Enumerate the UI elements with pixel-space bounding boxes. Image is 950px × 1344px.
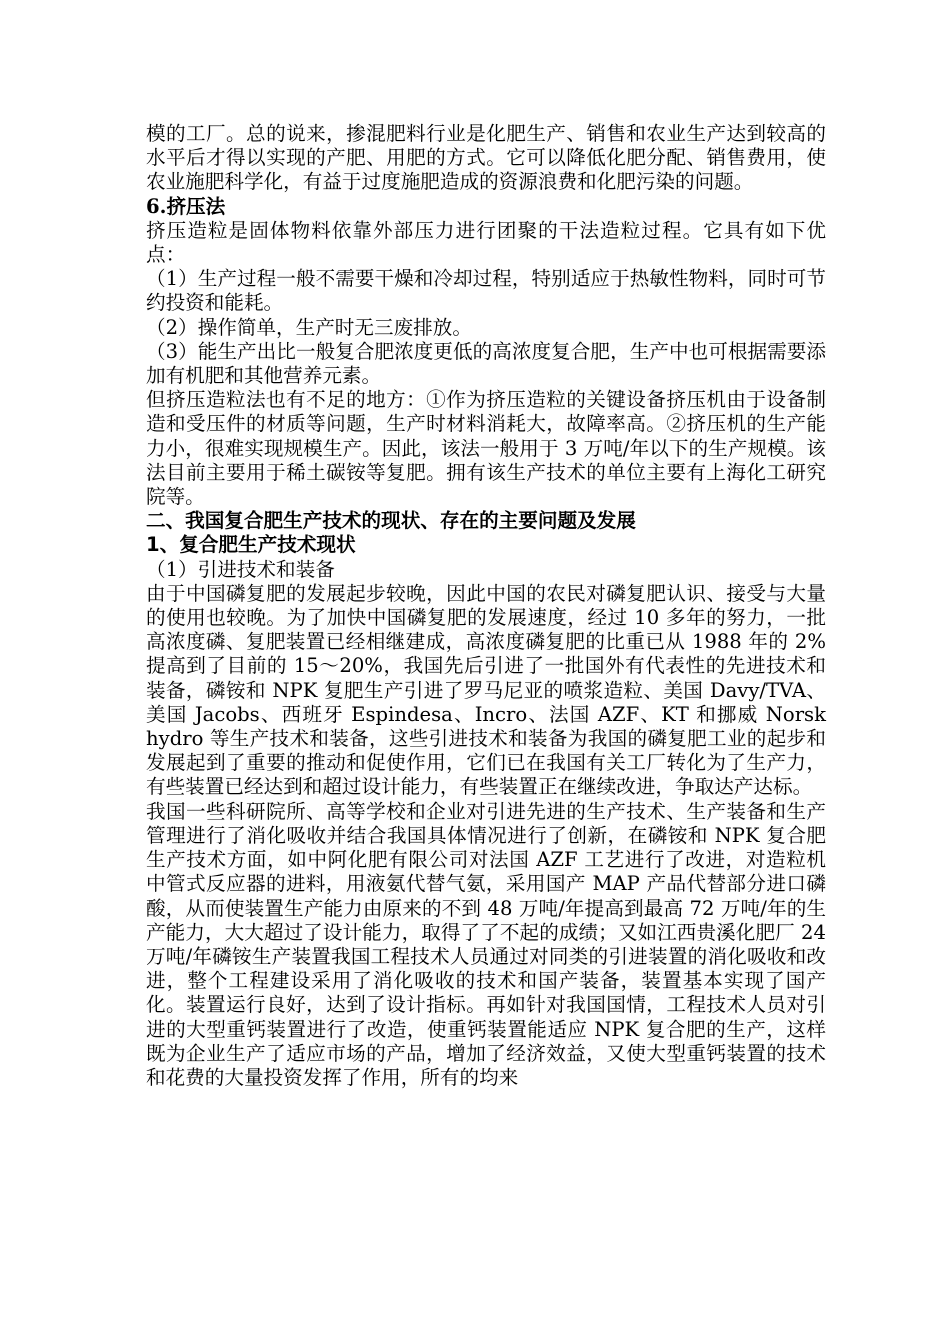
paragraph-advantage-3: （3）能生产出比一般复合肥浓度更低的高浓度复合肥，生产中也可根据需要添加有机肥和其他营养元素。 [146,339,826,388]
paragraph-extrusion-intro: 挤压造粒是固体物料依靠外部压力进行团聚的干法造粒过程。它具有如下优点： [146,218,826,267]
paragraph-advantage-1: （1）生产过程一般不需要干燥和冷却过程，特别适应于热敏性物料，同时可节约投资和能耗。 [146,267,826,315]
paragraph-advantage-2: （2）操作简单，生产时无三废排放。 [146,315,472,339]
paragraph-domestic-innovation: 我国一些科研院所、高等学校和企业对引进先进的生产技术、生产装备和生产管理进行了消化吸收并结合我国具体情况进行了创新，在磷铵和 NPK 复合肥生产技术方面，如中阿化肥有限公司对法国 AZF 工艺进行了改进，对造粒机中管式反应器的进料，用液氨代替气氨，采用国产 MAP 产品代替部分进口磷酸，从而使装置生产能力由原来的不到 48 万吨/年提高到最高 72 万吨/年的生产能力，大大超过了设计能力，取得了了不起的成绩；又如江西贵溪化肥厂 24 万吨/年磷铵生产装置我国工程技术人员通过对同类的引进装置的消化吸收和改进，整个工程建设采用了消化吸收的技术和国产装备，装置基本实现了国产化。装置运行良好，达到了设计指标。再如针对我国国情，工程技术人员对引进的大型重钙装置进行了改造，使重钙装置能适应 NPK 复合肥的生产，这样既为企业生产了适应市场的产品，增加了经济效益，又使大型重钙装置的技术和花费的大量投资发挥了作用，所有的均来 [146,799,826,1089]
paragraph-extrusion-drawbacks: 但挤压造粒法也有不足的地方：①作为挤压造粒的关键设备挤压机由于设备制造和受压件的材质等问题，生产时材料消耗大，故障率高。②挤压机的生产能力小，很难实现规模生产。因此，该法一般用于 3 万吨/年以下的生产规模。该法目前主要用于稀土碳铵等复肥。拥有该生产技术的单位主要有上海化工研究院等。 [146,388,826,509]
heading-extrusion-method: 6.挤压法 [146,194,226,218]
paragraph-blending-summary: 模的工厂。总的说来，掺混肥料行业是化肥生产、销售和农业生产达到较高的水平后才得以实现的产肥、用肥的方式。它可以降低化肥分配、销售费用，使农业施肥科学化，有益于过度施肥造成的资源浪费和化肥污染的问题。 [146,122,826,194]
document-page [146,122,826,1090]
heading-tech-status: 1、复合肥生产技术现状 [146,533,356,557]
heading-section-2: 二、我国复合肥生产技术的现状、存在的主要问题及发展 [146,509,636,533]
paragraph-imported-tech: 由于中国磷复肥的发展起步较晚，因此中国的农民对磷复肥认识、接受与大量的使用也较晚。为了加快中国磷复肥的发展速度，经过 10 多年的努力，一批高浓度磷、复肥装置已经相继建成，高浓度磷复肥的比重已从 1988 年的 2%提高到了目前的 15～20%，我国先后引进了一批国外有代表性的先进技术和装备，磷铵和 NPK 复肥生产引进了罗马尼亚的喷浆造粒、美国 Davy/TVA、美国 Jacobs、西班牙 Espindesa、Incro、法国 AZF、KT 和挪威 Norsk hydro 等生产技术和装备，这些引进技术和装备为我国的磷复肥工业的起步和发展起到了重要的推动和促使作用，它们已在我国有关工厂转化为了生产力，有些装置已经达到和超过设计能力，有些装置正在继续改进，争取达产达标。 [146,581,826,799]
subheading-imported-tech: （1）引进技术和装备 [146,557,335,581]
